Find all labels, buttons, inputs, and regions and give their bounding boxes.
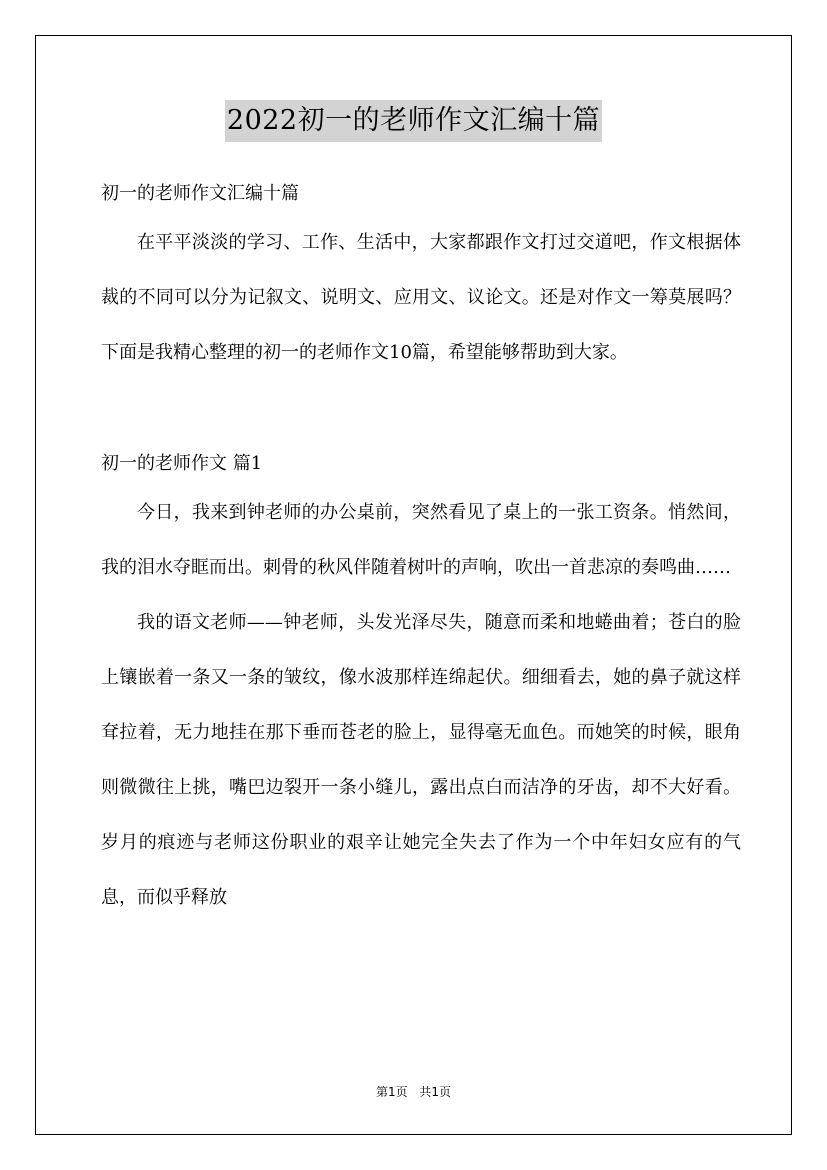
title-container bbox=[0, 100, 827, 142]
document-title: 2022初一的老师作文汇编十篇 bbox=[225, 100, 602, 142]
document-subtitle: 初一的老师作文汇编十篇 bbox=[101, 183, 299, 204]
section-heading: 初一的老师作文 篇1 bbox=[101, 453, 263, 474]
section-paragraph: 今日，我来到钟老师的办公桌前，突然看见了桌上的一张工资条。悄然间，我的泪水夺眶而出。刺骨的秋风伴随着树叶的声响，吹出一首悲凉的奏鸣曲…… bbox=[101, 502, 741, 578]
intro-paragraph: 在平平淡淡的学习、工作、生活中，大家都跟作文打过交道吧，作文根据体裁的不同可以分为记叙文、说明文、应用文、议论文。还是对作文一筹莫展吗？下面是我精心整理的初一的老师作文10篇，希望能够帮助到大家。 bbox=[101, 232, 741, 363]
page-footer bbox=[0, 1083, 827, 1100]
page-total: 共1页 bbox=[419, 1085, 452, 1099]
document-body bbox=[101, 172, 741, 925]
page-number: 第1页 bbox=[375, 1085, 408, 1099]
section-paragraph: 我的语文老师——钟老师，头发光泽尽失，随意而柔和地蜷曲着；苍白的脸上镶嵌着一条又一条的皱纹，像水波那样连绵起伏。细细看去，她的鼻子就这样耷拉着，无力地挂在那下垂而苍老的脸上，显得毫无血色。而她笑的时候，眼角则微微往上挑，嘴巴边裂开一条小缝儿，露出点白而洁净的牙齿，却不大好看。岁月的痕迹与老师这份职业的艰辛让她完全失去了作为一个中年妇女应有的气息，而似乎释放 bbox=[101, 612, 741, 908]
